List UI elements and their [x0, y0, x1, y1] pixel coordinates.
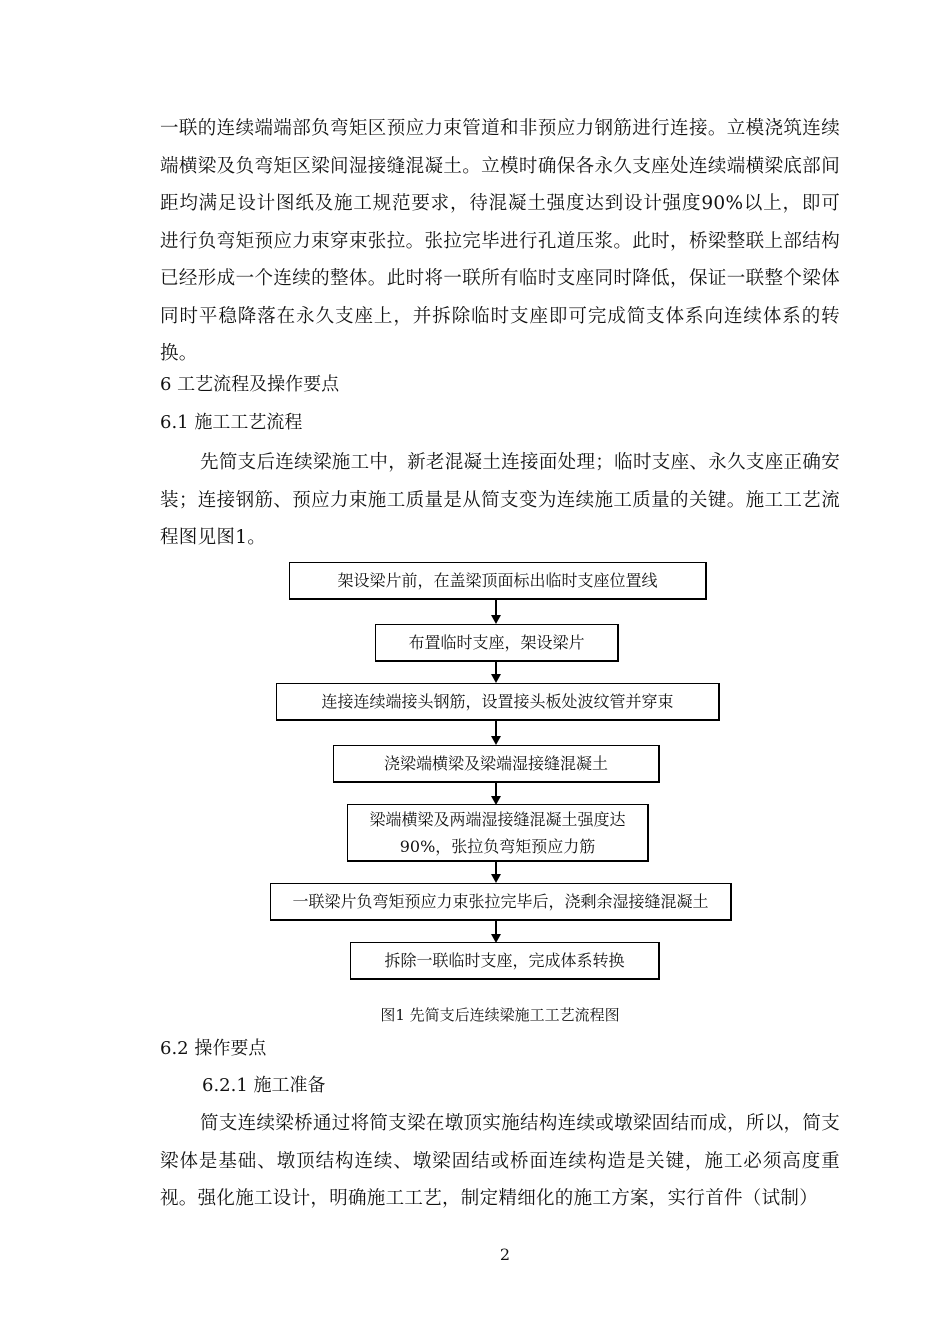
heading-section-6-2: 6.2 操作要点 — [160, 1038, 267, 1059]
heading-section-6-2-1: 6.2.1 施工准备 — [202, 1075, 326, 1096]
heading-section-6: 6 工艺流程及操作要点 — [160, 374, 340, 395]
flow-step-3: 连接连续端接头钢筋，设置接头板处波纹管并穿束 — [276, 683, 720, 721]
flow-step-6: 一联梁片负弯矩预应力束张拉完毕后，浇剩余湿接缝混凝土 — [270, 883, 732, 921]
page-number: 2 — [499, 1245, 511, 1264]
paragraph-process: 先简支后连续梁施工中，新老混凝土连接面处理；临时支座、永久支座正确安装；连接钢筋、预应力束施工质量是从简支变为连续施工质量的关键。施工工艺流程图见图1。 — [160, 452, 840, 548]
flow-step-4: 浇梁端横梁及梁端湿接缝混凝土 — [333, 745, 660, 783]
heading-section-6-1: 6.1 施工工艺流程 — [160, 412, 303, 433]
paragraph-intro: 一联的连续端端部负弯矩区预应力束管道和非预应力钢筋进行连接。立模浇筑连续端横梁及负弯矩区梁间湿接缝混凝土。立模时确保各永久支座处连续端横梁底部间距均满足设计图纸及施工规范要求，待混凝土强度达到设计强度90%以上，即可进行负弯矩预应力束穿束张拉。张拉完毕进行孔道压浆。此时，桥梁整联上部结构已经形成一个连续的整体。此时将一联所有临时支座同时降低，保证一联整个梁体同时平稳降落在永久支座上，并拆除临时支座即可完成简支体系向连续体系的转换。 — [160, 118, 840, 364]
figure-caption: 图1 先简支后连续梁施工工艺流程图 — [380, 1006, 620, 1024]
flow-step-1: 架设梁片前，在盖梁顶面标出临时支座位置线 — [289, 562, 707, 600]
flow-step-5: 梁端横梁及两端湿接缝混凝土强度达90%，张拉负弯矩预应力筋 — [347, 804, 649, 862]
paragraph-preparation: 简支连续梁桥通过将简支梁在墩顶实施结构连续或墩梁固结而成，所以，简支梁体是基础、墩顶结构连续、墩梁固结或桥面连续构造是关键，施工必须高度重视。强化施工设计，明确施工工艺，制定精细化的施工方案，实行首件（试制） — [160, 1113, 840, 1209]
flow-step-7: 拆除一联临时支座，完成体系转换 — [350, 942, 660, 980]
flow-step-2: 布置临时支座，架设梁片 — [375, 624, 619, 662]
